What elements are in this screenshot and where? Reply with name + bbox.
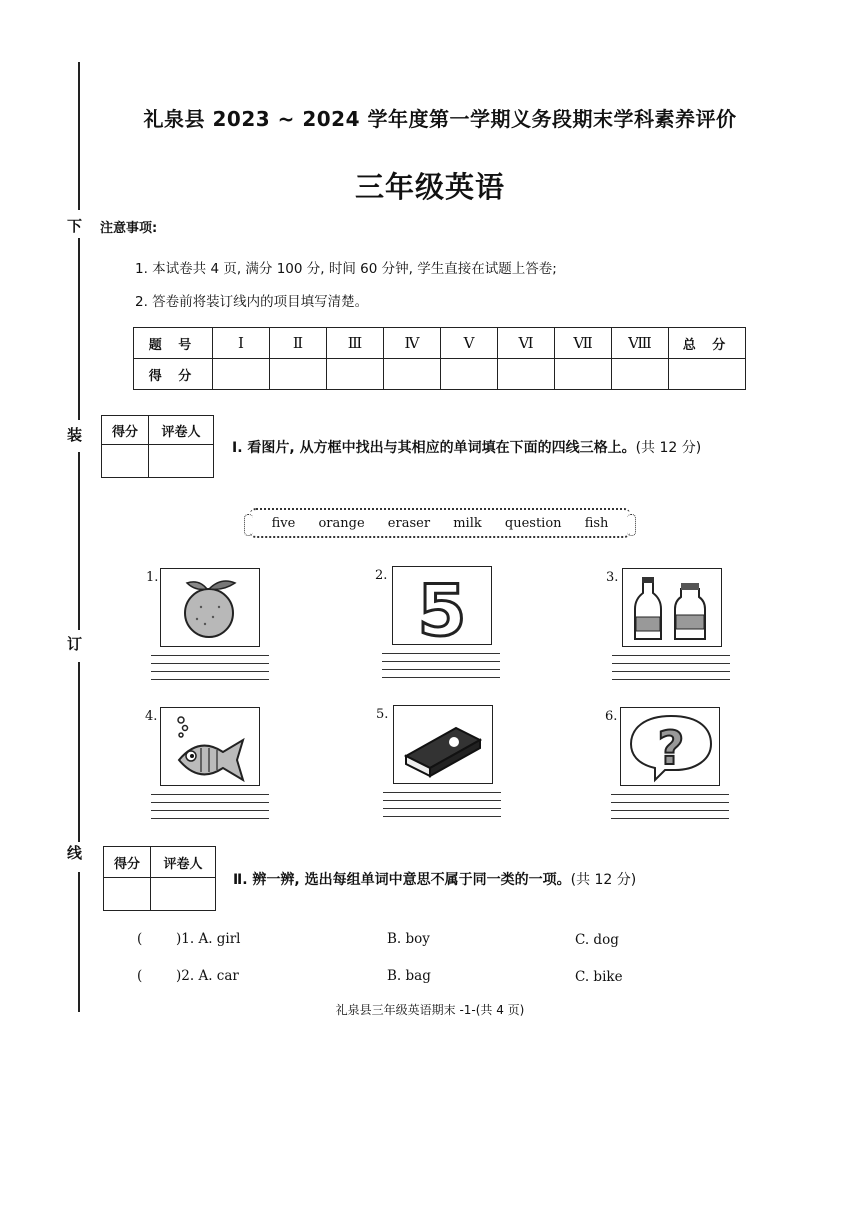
answer-lines[interactable] — [151, 655, 269, 687]
svg-text:5: 5 — [417, 570, 467, 644]
orange-icon — [160, 568, 260, 647]
exam-title: 礼泉县 2023 ~ 2024 学年度第一学期义务段期末学科素养评价 — [143, 107, 737, 131]
item-number: 6. — [605, 709, 618, 724]
grader-name-label: 评卷人 — [151, 847, 216, 878]
section2-title — [233, 869, 636, 889]
notice-item-2: 2. 答卷前将装订线内的项目填写清楚。 — [135, 294, 369, 310]
section1-instruction: Ⅰ. 看图片, 从方框中找出与其相应的单词填在下面的四线三格上。 — [232, 440, 636, 456]
answer-lines[interactable] — [382, 653, 500, 685]
item-number: 3. — [606, 570, 619, 585]
score-col: Ⅱ — [270, 328, 327, 359]
section2-points: (共 12 分) — [570, 872, 637, 888]
score-col: Ⅳ — [384, 328, 441, 359]
answer-lines[interactable] — [383, 792, 501, 824]
grader-score-label: 得分 — [102, 416, 149, 445]
word-bank-item: question — [504, 515, 562, 531]
word-bank-item: milk — [453, 515, 482, 531]
section1-points: (共 12 分) — [635, 440, 702, 456]
eraser-icon — [393, 705, 493, 784]
section2-instruction: Ⅱ. 辨一辨, 选出每组单词中意思不属于同一类的一项。 — [233, 872, 571, 888]
score-cell[interactable] — [669, 359, 746, 390]
binding-line-mid2 — [78, 452, 80, 630]
score-cell[interactable] — [555, 359, 612, 390]
question-option-b: B. bag — [387, 968, 431, 984]
word-bank-item: orange — [318, 515, 365, 531]
answer-paren[interactable]: ( — [137, 931, 143, 947]
score-cell[interactable] — [384, 359, 441, 390]
score-row-label: 得 分 — [134, 359, 213, 390]
score-cell[interactable] — [213, 359, 270, 390]
word-bank-item: eraser — [387, 515, 431, 531]
grader-box-section2 — [103, 846, 216, 911]
score-cell[interactable] — [327, 359, 384, 390]
word-bank — [250, 508, 630, 538]
binding-char-ding: 订 — [67, 635, 83, 653]
exam-subject: 三年级英语 — [354, 170, 505, 204]
question-option-c: C. dog — [575, 932, 619, 948]
score-row-label: 题 号 — [134, 328, 213, 359]
binding-line-mid3 — [78, 662, 80, 842]
grader-score-cell[interactable] — [102, 445, 149, 478]
score-cell[interactable] — [441, 359, 498, 390]
svg-text:?: ? — [657, 721, 685, 775]
grader-name-label: 评卷人 — [149, 416, 214, 445]
score-table-header-row — [134, 328, 746, 359]
section1-title — [232, 437, 701, 457]
question-option-a: )1. A. girl — [176, 931, 241, 947]
score-col: Ⅵ — [498, 328, 555, 359]
answer-lines[interactable] — [151, 794, 269, 826]
item-number: 5. — [376, 707, 389, 722]
score-col: Ⅲ — [327, 328, 384, 359]
binding-char-zhuang: 装 — [67, 426, 83, 444]
binding-line-bottom — [78, 872, 80, 1012]
score-table — [133, 327, 746, 390]
word-bank-item: five — [271, 515, 296, 531]
grader-name-cell[interactable] — [149, 445, 214, 478]
question-option-c: C. bike — [575, 969, 623, 985]
milk-bottles-icon — [622, 568, 722, 647]
score-col: Ⅶ — [555, 328, 612, 359]
notice-item-1: 1. 本试卷共 4 页, 满分 100 分, 时间 60 分钟, 学生直接在试题上答卷; — [135, 261, 557, 277]
score-cell[interactable] — [498, 359, 555, 390]
word-bank-item: fish — [584, 515, 609, 531]
fish-icon — [160, 707, 260, 786]
item-number: 1. — [146, 570, 159, 585]
question-option-b: B. boy — [387, 931, 430, 947]
score-cell[interactable] — [612, 359, 669, 390]
question-option-a: )2. A. car — [176, 968, 239, 984]
answer-lines[interactable] — [612, 655, 730, 687]
grader-score-label: 得分 — [104, 847, 151, 878]
score-col: Ⅰ — [213, 328, 270, 359]
grader-score-cell[interactable] — [104, 878, 151, 911]
score-cell[interactable] — [270, 359, 327, 390]
item-number: 4. — [145, 709, 158, 724]
binding-char-xian: 线 — [67, 844, 83, 862]
binding-line-mid1 — [78, 238, 80, 420]
grader-name-cell[interactable] — [151, 878, 216, 911]
answer-lines[interactable] — [611, 794, 729, 826]
question-mark-icon — [620, 707, 720, 786]
score-col: Ⅴ — [441, 328, 498, 359]
notice-heading: 注意事项: — [100, 221, 158, 236]
answer-paren[interactable]: ( — [137, 968, 143, 984]
binding-char-xia: 下 — [67, 217, 83, 235]
number-five-icon — [392, 566, 492, 645]
grader-box-section1 — [101, 415, 214, 478]
score-col-total: 总 分 — [669, 328, 746, 359]
item-number: 2. — [375, 568, 388, 583]
score-col: Ⅷ — [612, 328, 669, 359]
score-table-score-row — [134, 359, 746, 390]
page-footer: 礼泉县三年级英语期末 -1-(共 4 页) — [335, 1003, 525, 1017]
